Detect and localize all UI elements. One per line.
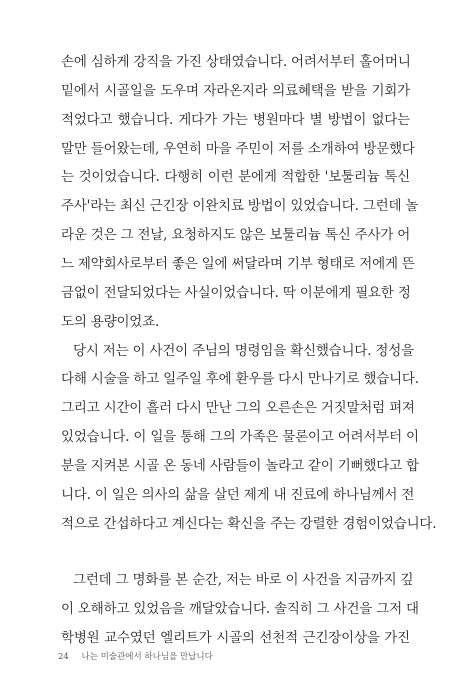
paragraph-first-line: 당시 저는 이 사건이 주님의 명령임을 확신했습니다. 정성을 [73, 343, 414, 359]
body-line: 분을 지켜본 시골 온 동네 사람들이 놀라고 같이 기뻐했다고 합 [61, 458, 419, 474]
body-line: 적었다고 했습니다. 게다가 가는 병원마다 별 방법이 없다는 [61, 112, 410, 128]
paragraph-first-line: 그런데 그 명화를 본 순간, 저는 바로 이 사건을 지금까지 깊 [73, 572, 414, 588]
body-line: 손에 심하게 강직을 가진 상태였습니다. 어려서부터 홀어머니 [61, 54, 411, 70]
body-line: 이 오해하고 있었음을 깨달았습니다. 솔직히 그 사건을 그저 대 [61, 601, 419, 617]
body-line: 학병원 교수였던 엘리트가 시골의 선천적 근긴장이상을 가진 [61, 630, 410, 646]
running-title: 나는 미술관에서 하나님을 만납니다 [81, 652, 213, 662]
body-line: 있었습니다. 이 일을 통해 그의 가족은 물론이고 어려서부터 이 [61, 429, 419, 445]
body-line: 느 제약회사로부터 좋은 일에 써달라며 기부 형태로 저에게 뜬 [61, 256, 415, 272]
page-footer [58, 650, 213, 662]
body-line: 그리고 시간이 흘러 다시 만난 그의 오른손은 거짓말처럼 펴져 [61, 400, 415, 416]
body-line: 밑에서 시골일을 도우며 자라온지라 의료혜택을 받을 기회가 [61, 83, 410, 99]
body-line: 다해 시술을 하고 일주일 후에 환우를 다시 만나기로 했습니다. [61, 371, 419, 387]
page-number: 24 [58, 652, 69, 662]
body-line: 니다. 이 일은 의사의 삶을 살던 제게 내 진료에 하나님께서 전 [61, 487, 415, 503]
body-line: 도의 용량이었죠. [61, 314, 160, 330]
body-line: 적으로 간섭하다고 계신다는 확신을 주는 강렬한 경험이었습니다. [61, 516, 437, 532]
body-line: 는 것이었습니다. 다행히 이런 분에게 적합한 '보툴리늄 톡신 [61, 169, 410, 185]
body-line: 말만 들어왔는데, 우연히 마을 주민이 저를 소개하여 방문했다 [61, 141, 415, 157]
body-line: 라운 것은 그 전날, 요청하지도 않은 보툴리늄 톡신 주사가 어 [61, 227, 411, 243]
body-line: 주사'라는 최신 근긴장 이완치료 방법이 있었습니다. 그런데 놀 [61, 198, 419, 214]
body-line: 금없이 전달되었다는 사실이었습니다. 딱 이분에게 필요한 정 [61, 285, 411, 301]
